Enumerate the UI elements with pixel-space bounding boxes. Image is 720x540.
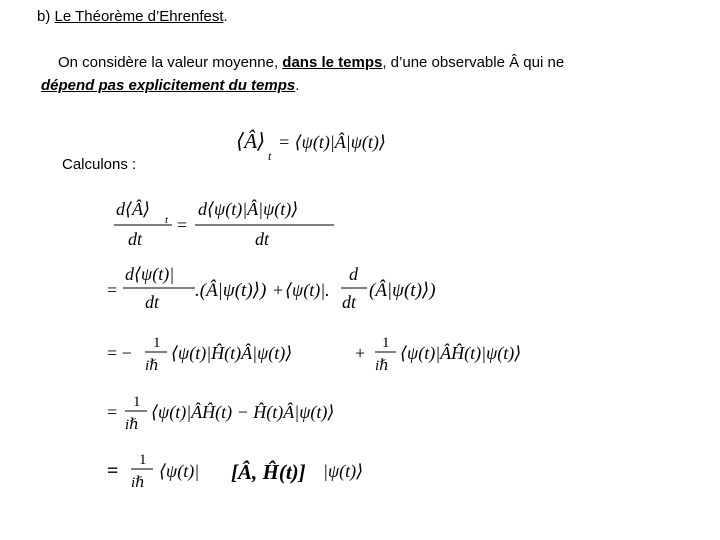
eq3-plus: + [355, 343, 366, 363]
eq3-lead: = − [107, 343, 132, 363]
eq2-denominator-a: dt [145, 292, 160, 312]
section-heading [37, 8, 228, 25]
eq3-term-2: ⟨ψ(t)|ÂĤ(t)|ψ(t)⟩ [400, 343, 522, 363]
eq4-lead: = [107, 402, 118, 422]
eq3-numerator-2: 1 [382, 335, 390, 351]
heading-title: Le Théorème d’Ehrenfest [54, 8, 224, 25]
eq4-term: ⟨ψ(t)|ÂĤ(t) − Ĥ(t)Â|ψ(t)⟩ [151, 402, 335, 422]
eq5-term-close: |ψ(t)⟩ [323, 461, 364, 481]
definition-rhs: = ⟨ψ(t)|Â|ψ(t)⟩ [278, 132, 386, 152]
equation-definition [230, 118, 420, 166]
intro-part2: , d’une observable [382, 54, 510, 71]
eq1-numerator-left: d⟨Â⟩ [116, 199, 151, 219]
intro-part1: On considère la valeur moyenne, [58, 54, 283, 71]
eq2-numerator-a: d⟨ψ(t)| [125, 264, 175, 284]
eq1-equals: = [177, 215, 188, 235]
eq3-numerator-1: 1 [153, 335, 161, 351]
equation-5 [105, 448, 405, 498]
eq2-term-c: (Â|ψ(t)⟩) [369, 280, 436, 301]
eq4-denominator: iℏ [125, 417, 139, 433]
eq1-denominator-right: dt [255, 229, 270, 249]
eq5-lead: = [107, 460, 119, 482]
eq2-term-a: .(Â|ψ(t)⟩) [195, 280, 267, 301]
eq2-denominator-b: dt [342, 292, 357, 312]
equation-3 [105, 330, 585, 380]
intro-emphasis-time: dans le temps [282, 54, 383, 71]
equation-1 [110, 190, 350, 250]
heading-suffix: . [223, 8, 228, 25]
eq5-commutator: [Â, Ĥ(t)] [231, 460, 306, 484]
intro-part4: . [295, 77, 300, 94]
eq2-plus: + [273, 280, 284, 300]
eq2-numerator-b: d [349, 264, 358, 284]
equation-4 [105, 390, 405, 440]
intro-observable: Â [509, 54, 520, 71]
intro-part3: qui ne [519, 54, 565, 71]
eq5-numerator: 1 [139, 452, 147, 468]
eq3-term-1: ⟨ψ(t)|Ĥ(t)Â|ψ(t)⟩ [171, 343, 293, 363]
intro-line-1 [58, 54, 564, 71]
eq1-numerator-left-subscript: t [165, 214, 169, 226]
eq3-denominator-1: iℏ [145, 358, 159, 374]
calc-label: Calculons : [62, 156, 137, 173]
eq4-numerator: 1 [133, 394, 141, 410]
eq2-term-b: ⟨ψ(t)|. [285, 280, 330, 300]
definition-lhs: ⟨Â⟩ [236, 129, 266, 153]
intro-line-2 [41, 77, 299, 94]
intro-emphasis-explicit: dépend pas explicitement du temps [41, 77, 296, 94]
eq1-numerator-right: d⟨ψ(t)|Â|ψ(t)⟩ [198, 199, 299, 219]
equation-2 [105, 258, 455, 318]
eq2-equals: = [107, 280, 118, 300]
heading-prefix: b) [37, 8, 55, 25]
eq1-denominator-left: dt [128, 229, 143, 249]
eq5-denominator: iℏ [131, 475, 145, 491]
eq3-denominator-2: iℏ [375, 358, 389, 374]
definition-lhs-subscript: t [268, 149, 272, 163]
eq5-term-open: ⟨ψ(t)| [159, 461, 200, 481]
